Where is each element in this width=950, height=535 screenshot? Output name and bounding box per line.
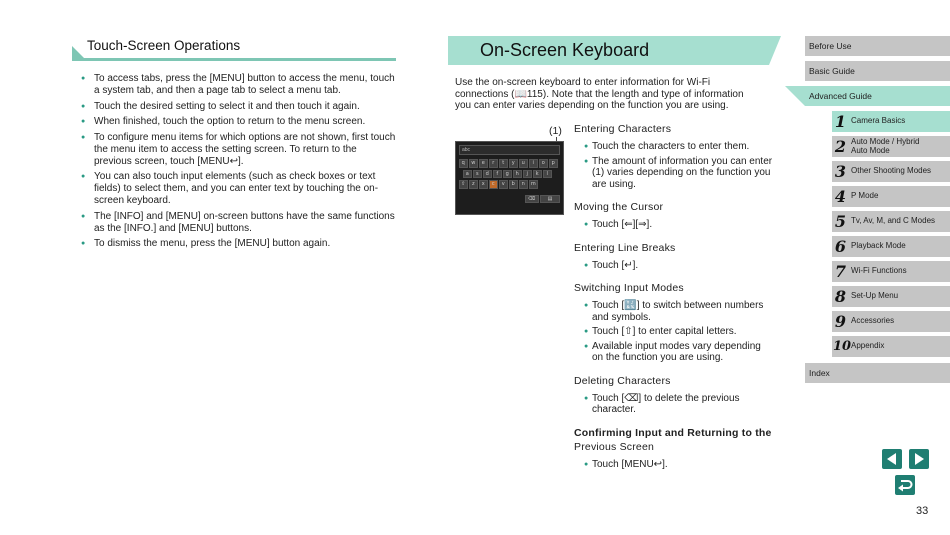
key: c <box>489 180 498 189</box>
section-heading: Deleting Characters <box>574 374 671 387</box>
key: z <box>469 180 478 189</box>
key: b <box>509 180 518 189</box>
chapter-appendix[interactable] <box>832 336 950 357</box>
tab-basic-guide[interactable]: Basic Guide <box>805 61 950 81</box>
section-heading: Entering Line Breaks <box>574 241 676 254</box>
key: t <box>499 159 508 168</box>
key: j <box>523 170 532 179</box>
key: v <box>499 180 508 189</box>
chapter-label: Accessories <box>851 316 895 326</box>
section-heading: Moving the Cursor <box>574 201 664 213</box>
key: n <box>519 180 528 189</box>
key: s <box>473 170 482 179</box>
tab-before-use[interactable]: Before Use <box>805 36 950 56</box>
list-item: ● Touch [⌫] to delete the previous character. <box>584 393 774 416</box>
section-heading: Confirming Input and Returning to the <box>574 426 772 439</box>
chapter-auto-mode[interactable] <box>832 136 950 157</box>
key: g <box>503 170 512 179</box>
page-title: On-Screen Keyboard <box>480 40 650 60</box>
list-item: ● Touch the characters to enter them. <box>584 141 774 153</box>
chapter-tv-av-m-c-modes[interactable] <box>832 211 950 232</box>
key: i <box>529 159 538 168</box>
chapter-label: Playback Mode <box>851 241 906 251</box>
key: x <box>479 180 488 189</box>
chapter-playback-mode[interactable] <box>832 236 950 257</box>
list-item: ● Touch [🔣] to switch between numbers and symbols. <box>584 300 774 323</box>
section-title: Touch-Screen Operations <box>87 38 241 53</box>
list-item: ● You can also touch input elements (such as check boxes or text fields) to select them, and you can enter text by touching the on-screen keyboard. <box>81 171 396 207</box>
list-item: ● To configure menu items for which options are not shown, first touch the menu item to access the setting screen. To return to the previous screen, touch [MENU↩]. <box>81 132 396 168</box>
list-item: ● When finished, touch the option to return to the menu screen. <box>81 116 396 128</box>
chapter-label: Auto Mode / Hybrid Auto Mode <box>851 137 920 155</box>
chapter-wifi-functions[interactable] <box>832 261 950 282</box>
next-page-button[interactable] <box>909 449 929 469</box>
chapter-label: Camera Basics <box>851 116 906 126</box>
arrow-right-icon <box>909 449 929 469</box>
list-item: ● To dismiss the menu, press the [MENU] button again. <box>81 238 396 250</box>
chapter-label: Appendix <box>851 341 885 351</box>
keyboard-section <box>448 36 778 112</box>
arrow-left-icon <box>882 449 902 469</box>
section-heading: Entering Characters <box>574 123 672 135</box>
chapter-number: 1 <box>834 112 847 131</box>
chapter-label: Set-Up Menu <box>851 291 899 301</box>
menu-key-icon: ▤ <box>540 195 560 204</box>
list-item: ● The [INFO] and [MENU] on-screen buttons have the same functions as the [INFO.] and [MENU] buttons. <box>81 211 396 235</box>
instruction-list <box>574 300 774 364</box>
section-heading: Switching Input Modes <box>574 282 684 294</box>
touch-bullet-list <box>72 73 396 250</box>
list-item: ● The amount of information you can enter (1) varies depending on the function you are using. <box>584 156 774 191</box>
chapter-label: Wi-Fi Functions <box>851 266 907 276</box>
list-item: ● Touch [MENU↩]. <box>584 459 774 471</box>
chapter-camera-basics[interactable] <box>832 111 950 132</box>
list-item: ● Touch [⇧] to enter capital letters. <box>584 326 774 338</box>
key: a <box>463 170 472 179</box>
key: o <box>539 159 548 168</box>
chapter-number: 2 <box>834 137 847 156</box>
chapter-set-up-menu[interactable] <box>832 286 950 307</box>
delete-key-icon: ⌫ <box>525 195 539 204</box>
chapter-accessories[interactable] <box>832 311 950 332</box>
chapter-number: 9 <box>834 312 847 331</box>
instruction-list <box>574 260 774 272</box>
key: k <box>533 170 542 179</box>
chapter-number: 4 <box>834 187 847 206</box>
page-number: 33 <box>916 505 929 517</box>
instruction-list <box>574 219 774 231</box>
instruction-list <box>574 459 774 471</box>
chapter-number: 6 <box>834 237 847 256</box>
instruction-list <box>574 393 774 416</box>
touch-screen-section <box>72 38 396 254</box>
chapter-number: 3 <box>834 162 847 181</box>
key: p <box>549 159 558 168</box>
chapter-label: P Mode <box>851 191 879 201</box>
keyboard-row <box>459 170 560 179</box>
chapter-number: 7 <box>834 262 847 281</box>
intro-text: Use the on-screen keyboard to enter information for Wi-Fi connections (📖115). Note that the length and type of information you can enter varies depending on the function you are using. <box>455 77 744 111</box>
key: e <box>479 159 488 168</box>
keyboard-instructions <box>574 123 774 481</box>
key: f <box>493 170 502 179</box>
page-title-banner <box>448 36 769 65</box>
keyboard-row <box>459 180 560 189</box>
list-item: ● Touch [↵]. <box>584 260 774 272</box>
key: u <box>519 159 528 168</box>
previous-page-button[interactable] <box>882 449 902 469</box>
chapter-number: 5 <box>834 212 847 231</box>
key: m <box>530 181 536 187</box>
section-heading: Previous Screen <box>574 440 655 453</box>
list-item: ● Touch [⇐][⇒]. <box>584 219 774 231</box>
key: l <box>543 170 552 179</box>
keyboard-text-field: abc <box>459 145 560 155</box>
key: ⇧ <box>459 180 468 189</box>
keyboard-screenshot <box>455 141 564 215</box>
chapter-number: 10 <box>833 339 852 354</box>
chapter-p-mode[interactable] <box>832 186 950 207</box>
tab-index[interactable]: Index <box>805 363 950 383</box>
key: w <box>469 159 478 168</box>
return-button[interactable] <box>895 475 915 495</box>
key: q <box>459 159 468 168</box>
return-arrow-icon <box>895 475 915 495</box>
key: y <box>509 159 518 168</box>
keyboard-row <box>459 159 560 168</box>
chapter-label: Tv, Av, M, and C Modes <box>851 216 936 226</box>
list-item: ● Available input modes vary depending on the function you are using. <box>584 341 774 364</box>
list-item: ● Touch the desired setting to select it and then touch it again. <box>81 101 396 113</box>
key: d <box>483 170 492 179</box>
chapter-number: 8 <box>834 287 847 306</box>
instruction-list <box>574 141 774 190</box>
keyboard-callout-label: (1) <box>549 125 562 137</box>
tab-advanced-guide[interactable]: Advanced Guide <box>805 86 950 106</box>
keyboard-bottom-row <box>459 195 560 204</box>
chapter-label: Other Shooting Modes <box>851 166 932 176</box>
key: h <box>513 170 522 179</box>
title-rule <box>72 58 396 61</box>
list-item: ● To access tabs, press the [MENU] button to access the menu, touch a system tab, and then a page tab to select a menu tab. <box>81 73 396 97</box>
chapter-other-shooting-modes[interactable] <box>832 161 950 182</box>
key: r <box>489 159 498 168</box>
